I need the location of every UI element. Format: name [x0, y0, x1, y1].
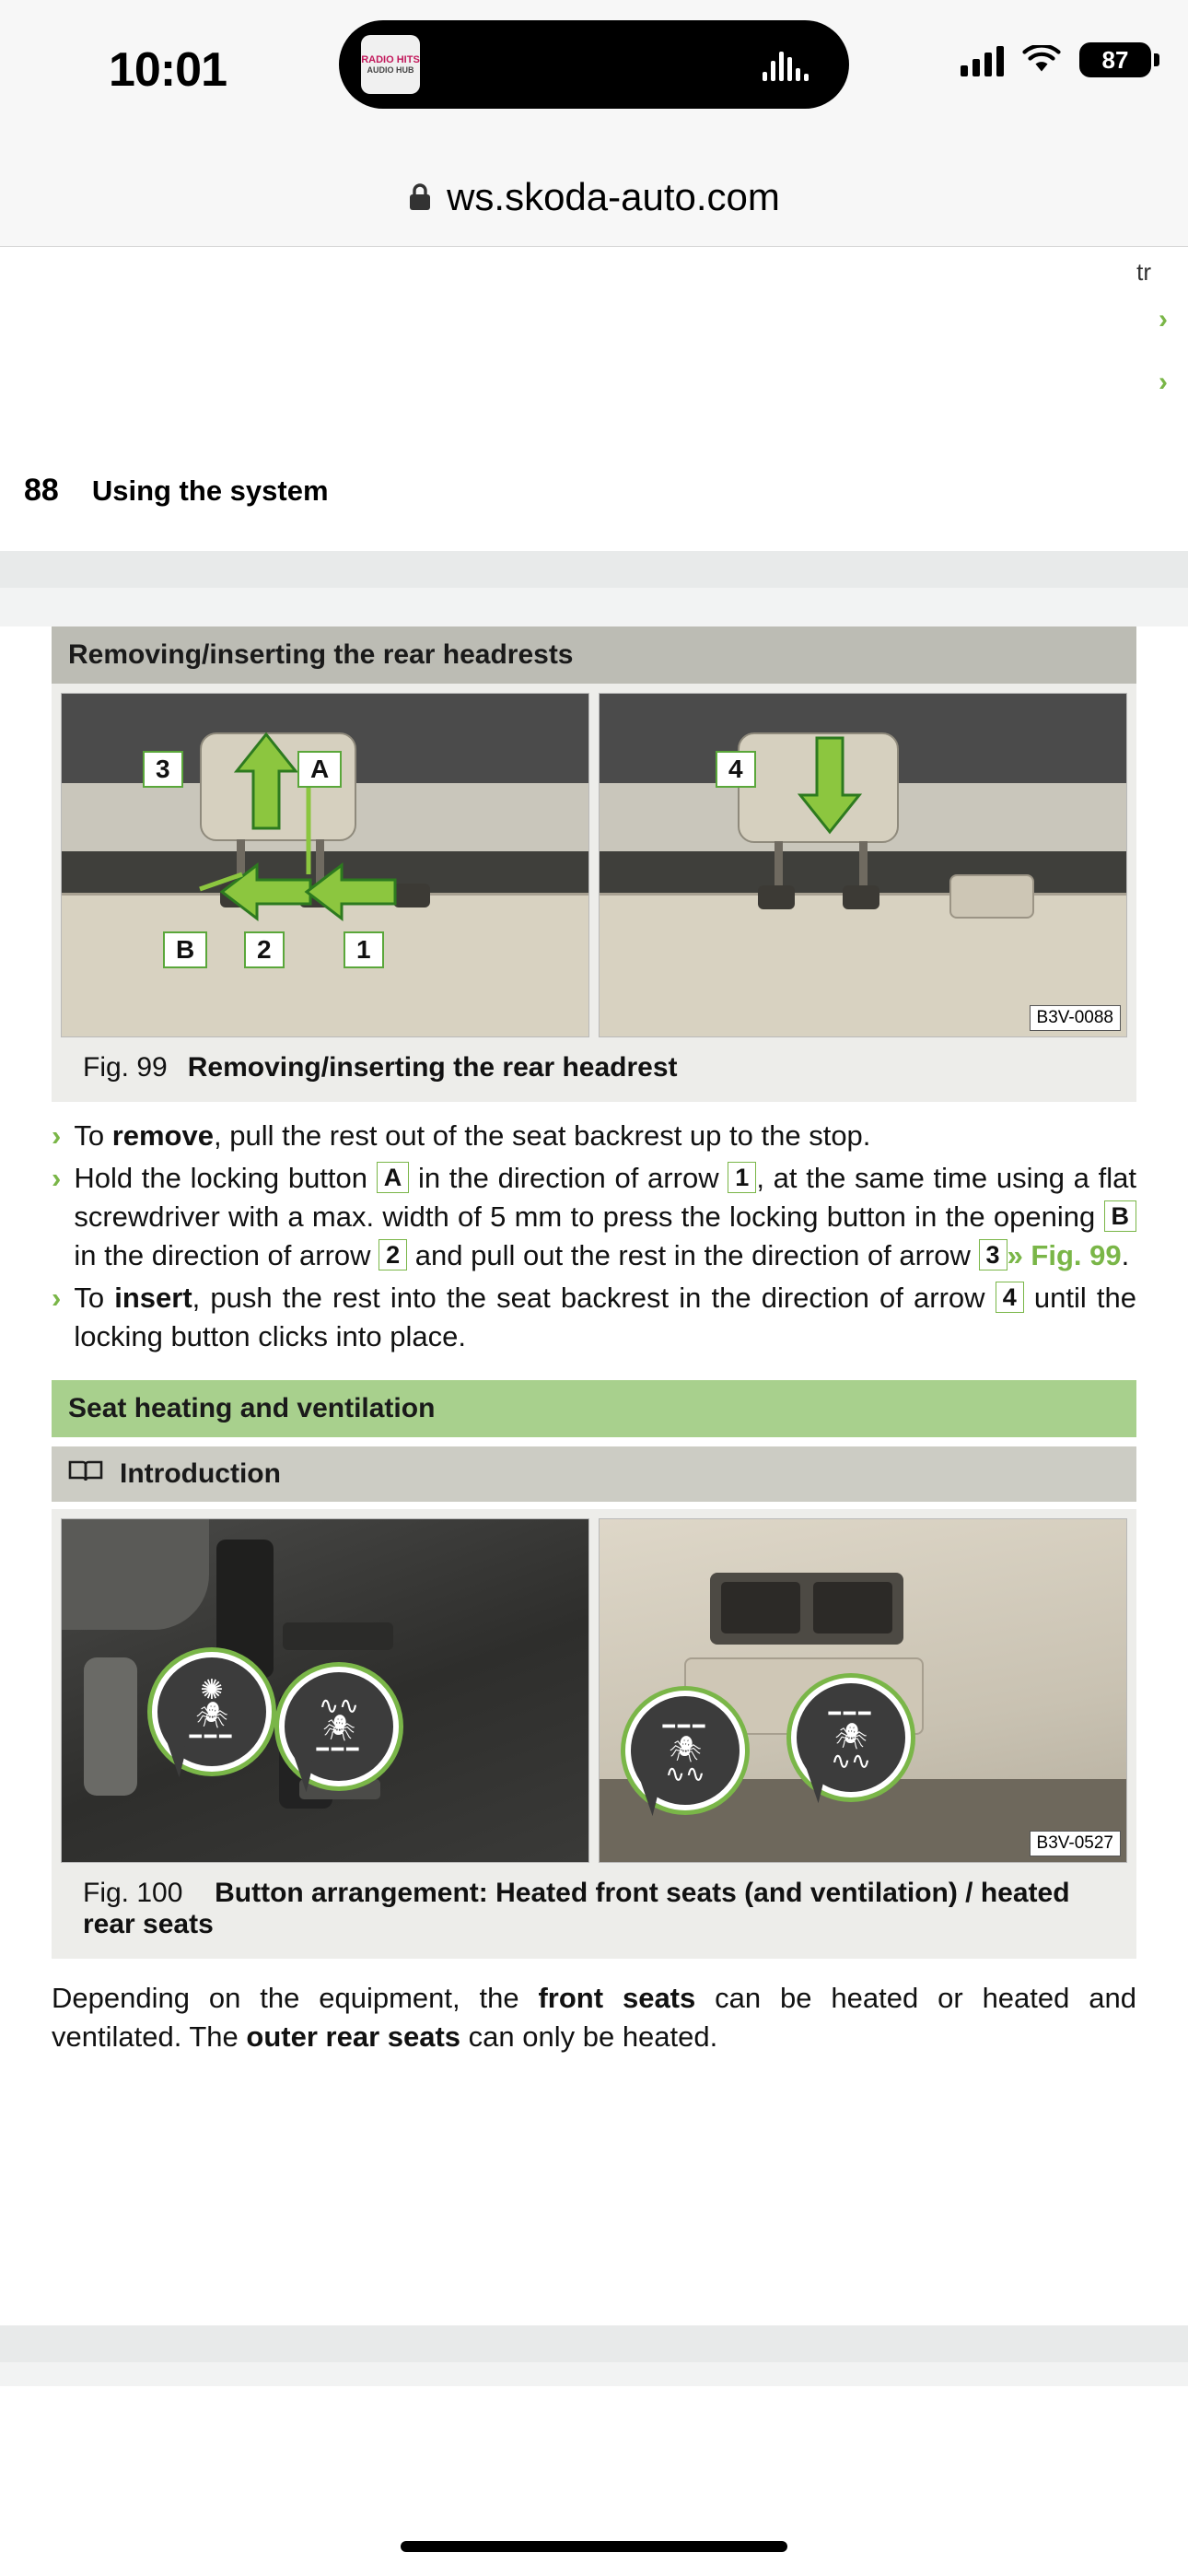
figure-99-caption-text: Removing/inserting the rear headrest	[187, 1052, 678, 1083]
page-separator-band-light	[0, 588, 1188, 626]
home-indicator[interactable]	[401, 2541, 787, 2552]
figure-label-B: B	[163, 931, 207, 968]
book-icon	[68, 1458, 103, 1491]
key-3: 3	[979, 1239, 1007, 1270]
page-content	[0, 626, 1188, 2056]
figure-100-image-left	[61, 1518, 589, 1863]
bullet-text-1: To remove, pull the rest out of the seat backrest up to the stop.	[74, 1119, 871, 1152]
album-art-line2: AUDIO HUB	[367, 65, 414, 75]
figure-label-1: 1	[344, 931, 384, 968]
figure-label-A: A	[297, 751, 342, 788]
fragment-chevron-2: ›	[1159, 367, 1168, 397]
bullet-text-2: Hold the locking button A in the direction of arrow 1 , at the same time using a flat screwdriver with a max. width of 5 mm to press the locking button in the opening B in the direction of arrow 2 and pull out the rest in the direction of arrow 3 » Fig. 99.	[74, 1162, 1136, 1271]
heated-seat-icon: ∿∿ 🕷 ━━━	[316, 1692, 362, 1761]
key-B: B	[1104, 1200, 1137, 1232]
bottom-band-light	[0, 2362, 1188, 2386]
callout-front-seat-heating[interactable]	[279, 1667, 399, 1786]
bullet-chevron-icon: ›	[52, 1162, 62, 1194]
figure-99-number: Fig. 99	[83, 1052, 168, 1083]
callout-rear-seat-heating-right[interactable]	[791, 1678, 911, 1797]
heated-seat-icon: ━━━ 🕷 ∿∿	[828, 1702, 874, 1774]
wifi-icon	[1022, 45, 1061, 75]
figure-99	[52, 684, 1136, 1102]
figure-99-image-right	[599, 693, 1127, 1037]
car-interior-illustration-left	[62, 694, 588, 1036]
bullet-chevron-icon: ›	[52, 1282, 62, 1314]
audio-waveform-icon	[763, 48, 809, 81]
callout-rear-seat-heating-left[interactable]	[625, 1691, 745, 1810]
lock-icon	[408, 182, 432, 212]
subsection-label: Introduction	[120, 1458, 281, 1489]
figure-label-4: 4	[716, 751, 756, 788]
document-page	[0, 247, 1188, 2458]
figure-100	[52, 1509, 1136, 1959]
figure-99-image-left	[61, 693, 589, 1037]
list-item	[52, 1159, 1136, 1275]
section-heading-seat-heating: Seat heating and ventilation	[52, 1380, 1136, 1437]
arrow-down-4-icon	[797, 734, 863, 836]
cellular-signal-icon	[961, 43, 1004, 76]
car-interior-illustration-right	[600, 694, 1126, 1036]
list-item	[52, 1117, 1136, 1155]
key-1: 1	[728, 1162, 756, 1193]
url-text: ws.skoda-auto.com	[447, 174, 780, 218]
status-bar	[0, 0, 1188, 147]
page-number: 88	[24, 473, 59, 508]
bullet-text-3: To insert, push the rest into the seat backrest in the direction of arrow 4 until the locking button clicks into place.	[74, 1282, 1136, 1352]
figure-100-number: Fig. 100	[83, 1878, 183, 1908]
seat-heating-paragraph: Depending on the equipment, the front seats can be heated or heated and ventilated. The outer rear seats can only be heated.	[52, 1982, 1136, 2053]
battery-percent: 87	[1101, 45, 1129, 74]
list-item	[52, 1279, 1136, 1356]
key-4: 4	[996, 1282, 1024, 1313]
section-heading-headrests: Removing/inserting the rear headrests	[52, 626, 1136, 684]
running-head	[0, 473, 1188, 509]
figure-100-code: B3V-0527	[1030, 1831, 1121, 1856]
battery-icon	[1079, 42, 1151, 77]
figure-99-caption	[61, 1037, 1127, 1102]
key-2: 2	[379, 1239, 407, 1270]
headrest-instructions	[52, 1102, 1136, 1356]
fragment-text: tr	[1136, 258, 1151, 286]
figure-label-3: 3	[143, 751, 183, 788]
figure-reference-99[interactable]: » Fig. 99	[1007, 1239, 1122, 1271]
status-indicators	[961, 42, 1151, 77]
album-art-line1: RADIO HITS	[361, 54, 420, 65]
bullet-chevron-icon: ›	[52, 1119, 62, 1152]
previous-page-fragment	[0, 247, 1188, 477]
fan-seat-icon: ✺ 🕷 ━━━	[189, 1675, 235, 1748]
dynamic-island-now-playing[interactable]	[339, 20, 849, 109]
bottom-band	[0, 2325, 1188, 2362]
page-title: Using the system	[91, 474, 329, 507]
figure-100-caption	[61, 1863, 1127, 1959]
status-time: 10:01	[109, 43, 227, 97]
page-separator-band	[0, 551, 1188, 588]
subsection-introduction	[52, 1446, 1136, 1502]
key-A: A	[377, 1162, 410, 1193]
album-art	[361, 35, 420, 94]
figure-label-2: 2	[244, 931, 285, 968]
figure-100-image-right	[599, 1518, 1127, 1863]
figure-100-caption-text: Button arrangement: Heated front seats (and ventilation) / heated rear seats	[83, 1878, 1070, 1939]
heated-seat-icon: ━━━ 🕷 ∿∿	[662, 1715, 708, 1787]
browser-url-bar[interactable]	[0, 147, 1188, 247]
fragment-chevron-1: ›	[1159, 304, 1168, 334]
figure-99-code: B3V-0088	[1030, 1005, 1121, 1031]
callout-front-seat-ventilation[interactable]	[152, 1652, 272, 1772]
